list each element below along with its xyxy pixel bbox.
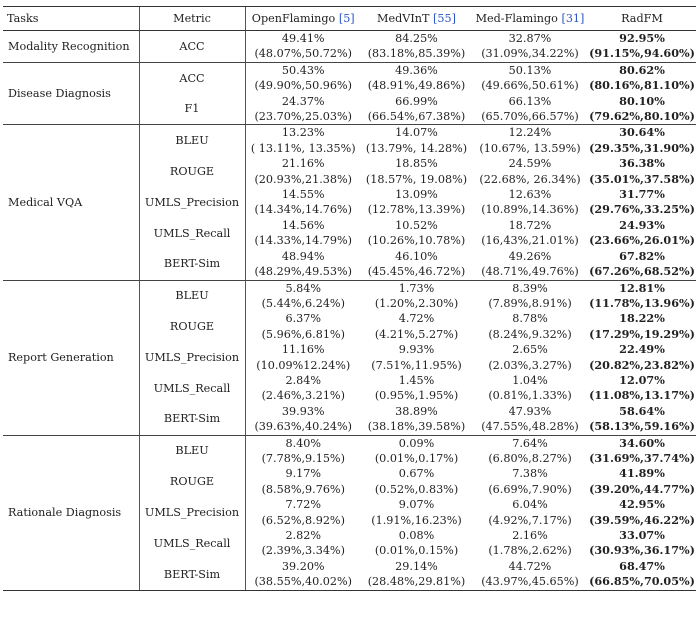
confidence-interval: (4.92%,7.17%) <box>488 513 572 527</box>
confidence-interval: (10.89%,14.36%) <box>481 203 579 217</box>
metric-value: 13.23% <box>281 126 325 140</box>
value-cell <box>245 187 361 218</box>
metric-name: ROUGE <box>139 156 245 187</box>
confidence-interval: (5.44%,6.24%) <box>261 296 345 310</box>
confidence-interval: (6.80%,8.27%) <box>488 451 572 465</box>
header-row <box>3 7 696 31</box>
table-row <box>3 435 696 466</box>
metric-value: 22.49% <box>619 342 665 357</box>
value-cell <box>361 528 472 559</box>
metric-value: 0.08% <box>398 529 435 542</box>
metric-value: 9.07% <box>398 498 435 512</box>
task-name: Report Generation <box>3 280 139 435</box>
metric-value: 0.67% <box>398 467 435 481</box>
task-name: Rationale Diagnosis <box>3 435 139 590</box>
metric-value: 18.72% <box>508 218 552 232</box>
value-cell <box>245 31 361 63</box>
metric-value: 80.10% <box>619 93 665 108</box>
metric-name: BERT-Sim <box>139 249 245 280</box>
model-citation: [5] <box>338 11 355 25</box>
value-cell <box>472 31 588 63</box>
metric-name: BLEU <box>139 125 245 156</box>
value-cell <box>472 404 588 435</box>
value-cell <box>245 497 361 528</box>
value-cell <box>472 311 588 342</box>
metric-name: BLEU <box>139 435 245 466</box>
metric-value: 68.47% <box>619 558 665 573</box>
confidence-interval: (39.59%,46.22%) <box>589 512 695 527</box>
best-value-cell <box>588 466 696 497</box>
metric-value: 0.09% <box>398 436 435 450</box>
metric-value: 38.89% <box>395 404 438 418</box>
metric-name: UMLS_Precision <box>139 497 245 528</box>
confidence-interval: (10.67%, 13.59%) <box>479 141 581 155</box>
metric-value: 1.45% <box>398 373 435 387</box>
metric-value: 5.84% <box>285 281 322 295</box>
value-cell <box>472 249 588 280</box>
value-cell <box>245 466 361 497</box>
value-cell <box>245 94 361 125</box>
metric-value: 7.72% <box>285 498 322 512</box>
best-value-cell <box>588 125 696 156</box>
metric-value: 66.99% <box>395 94 438 108</box>
metric-value: 2.82% <box>285 529 322 542</box>
value-cell <box>472 218 588 249</box>
value-cell <box>245 342 361 373</box>
metric-value: 49.36% <box>395 63 438 77</box>
value-cell <box>472 373 588 404</box>
metric-value: 2.65% <box>512 343 548 357</box>
metric-value: 49.41% <box>281 32 325 45</box>
metric-name: UMLS_Recall <box>139 528 245 559</box>
metric-value: 30.64% <box>619 125 665 140</box>
metric-value: 44.72% <box>508 559 552 573</box>
metric-name: UMLS_Recall <box>139 218 245 249</box>
confidence-interval: (45.45%,46.72%) <box>367 265 466 279</box>
value-cell <box>472 125 588 156</box>
confidence-interval: (14.34%,14.76%) <box>254 203 353 217</box>
value-cell <box>361 497 472 528</box>
metric-value: 31.77% <box>619 187 665 202</box>
metric-name: UMLS_Recall <box>139 373 245 404</box>
confidence-interval: (39.63%,40.24%) <box>254 420 353 434</box>
value-cell <box>245 125 361 156</box>
metric-value: 21.16% <box>281 157 325 171</box>
metric-value: 10.52% <box>395 218 438 232</box>
header-model-medvint <box>361 7 472 31</box>
confidence-interval: (80.16%,81.10%) <box>589 78 695 93</box>
best-value-cell <box>588 62 696 93</box>
metric-value: 11.16% <box>281 343 325 357</box>
confidence-interval: (47.55%,48.28%) <box>481 420 579 434</box>
metric-value: 6.04% <box>512 498 548 512</box>
metric-value: 6.37% <box>285 312 322 326</box>
confidence-interval: (12.78%,13.39%) <box>367 203 466 217</box>
confidence-interval: (0.52%,0.83%) <box>374 482 459 496</box>
confidence-interval: (29.35%,31.90%) <box>589 140 695 155</box>
value-cell <box>361 466 472 497</box>
confidence-interval: (20.82%,23.82%) <box>589 357 695 372</box>
confidence-interval: (49.66%,50.61%) <box>481 79 579 93</box>
metric-value: 33.07% <box>619 528 665 542</box>
header-metric: Metric <box>139 7 245 31</box>
value-cell <box>472 280 588 311</box>
value-cell <box>245 373 361 404</box>
header-tasks: Tasks <box>3 7 139 31</box>
metric-name: UMLS_Precision <box>139 342 245 373</box>
metric-value: 50.43% <box>281 63 325 77</box>
value-cell <box>472 435 588 466</box>
metric-value: 36.38% <box>619 156 665 171</box>
value-cell <box>361 280 472 311</box>
metric-value: 58.64% <box>619 403 665 418</box>
best-value-cell <box>588 311 696 342</box>
task-name: Modality Recognition <box>3 31 139 63</box>
value-cell <box>472 559 588 590</box>
metric-name: BLEU <box>139 280 245 311</box>
best-value-cell <box>588 373 696 404</box>
metric-value: 92.95% <box>619 31 665 45</box>
metric-value: 8.78% <box>512 312 548 326</box>
confidence-interval: (48.29%,49.53%) <box>254 265 353 279</box>
metric-value: 12.07% <box>619 372 665 387</box>
metric-value: 24.37% <box>281 94 325 108</box>
metric-value: 39.20% <box>281 559 325 573</box>
value-cell <box>472 342 588 373</box>
confidence-interval: (11.08%,13.17%) <box>589 388 695 403</box>
confidence-interval: (66.54%,67.38%) <box>367 110 466 124</box>
value-cell <box>245 528 361 559</box>
confidence-interval: (35.01%,37.58%) <box>589 171 695 186</box>
confidence-interval: (65.70%,66.57%) <box>481 110 579 124</box>
best-value-cell <box>588 342 696 373</box>
value-cell <box>361 311 472 342</box>
metric-value: 1.04% <box>512 373 548 387</box>
confidence-interval: (58.13%,59.16%) <box>589 419 695 434</box>
value-cell <box>472 187 588 218</box>
value-cell <box>472 94 588 125</box>
confidence-interval: (7.89%,8.91%) <box>488 296 572 310</box>
metric-value: 50.13% <box>508 63 552 77</box>
model-citation: [55] <box>433 11 456 25</box>
metric-name: BERT-Sim <box>139 404 245 435</box>
confidence-interval: (4.21%,5.27%) <box>374 327 459 341</box>
confidence-interval: (91.15%,94.60%) <box>589 46 695 61</box>
value-cell <box>472 528 588 559</box>
table-row <box>3 31 696 63</box>
metric-value: 49.26% <box>508 249 552 263</box>
confidence-interval: (48.07%,50.72%) <box>254 47 353 61</box>
confidence-interval: (10.09%12.24%) <box>256 358 351 372</box>
confidence-interval: (5.96%,6.81%) <box>261 327 345 341</box>
confidence-interval: (2.39%,3.34%) <box>261 544 345 558</box>
confidence-interval: (30.93%,36.17%) <box>589 543 695 558</box>
confidence-interval: (38.55%,40.02%) <box>254 575 353 589</box>
confidence-interval: (16,43%,21.01%) <box>481 234 579 248</box>
confidence-interval: (66.85%,70.05%) <box>589 574 695 589</box>
confidence-interval: (0.01%,0.15%) <box>374 544 459 558</box>
metric-value: 34.60% <box>619 435 665 450</box>
metric-value: 8.40% <box>285 436 322 450</box>
metric-value: 14.55% <box>281 188 325 202</box>
metric-value: 46.10% <box>395 249 438 263</box>
metric-value: 4.72% <box>398 312 435 326</box>
metric-value: 12.24% <box>508 126 552 140</box>
confidence-interval: (1.20%,2.30%) <box>374 296 459 310</box>
metric-value: 42.95% <box>619 497 665 512</box>
metric-value: 8.39% <box>512 281 548 295</box>
value-cell <box>361 156 472 187</box>
metric-value: 47.93% <box>508 404 552 418</box>
value-cell <box>245 435 361 466</box>
model-name: MedVInT <box>377 11 430 25</box>
metric-value: 39.93% <box>281 404 325 418</box>
confidence-interval: (1.78%,2.62%) <box>488 544 572 558</box>
value-cell <box>245 218 361 249</box>
metric-value: 2.16% <box>512 529 548 542</box>
task-name: Medical VQA <box>3 125 139 280</box>
best-value-cell <box>588 435 696 466</box>
confidence-interval: (48.91%,49.86%) <box>367 79 466 93</box>
best-value-cell <box>588 528 696 559</box>
value-cell <box>472 466 588 497</box>
confidence-interval: (0.95%,1.95%) <box>374 389 459 403</box>
metric-value: 14.07% <box>395 126 438 140</box>
metric-value: 84.25% <box>395 32 438 45</box>
metric-name: ROUGE <box>139 466 245 497</box>
metric-name: UMLS_Precision <box>139 187 245 218</box>
confidence-interval: (28.48%,29.81%) <box>367 575 466 589</box>
metric-name: F1 <box>139 94 245 125</box>
task-name: Disease Diagnosis <box>3 62 139 125</box>
confidence-interval: (2.03%,3.27%) <box>488 358 572 372</box>
confidence-interval: (6.52%,8.92%) <box>261 513 345 527</box>
metric-value: 41.89% <box>619 466 665 481</box>
best-value-cell <box>588 497 696 528</box>
metric-value: 24.93% <box>619 217 665 232</box>
metric-value: 66.13% <box>508 94 552 108</box>
confidence-interval: (31.69%,37.74%) <box>589 450 695 465</box>
metric-value: 12.63% <box>508 188 552 202</box>
confidence-interval: (0.81%,1.33%) <box>488 389 572 403</box>
value-cell <box>472 497 588 528</box>
value-cell <box>245 249 361 280</box>
metric-value: 67.82% <box>619 248 665 263</box>
confidence-interval: (39.20%,44.77%) <box>589 481 695 496</box>
model-name: OpenFlamingo <box>251 11 336 25</box>
confidence-interval: (67.26%,68.52%) <box>589 264 695 279</box>
best-value-cell <box>588 249 696 280</box>
best-value-cell <box>588 559 696 590</box>
value-cell <box>245 311 361 342</box>
best-value-cell <box>588 94 696 125</box>
metric-name: ACC <box>139 62 245 93</box>
metric-value: 24.59% <box>508 157 552 171</box>
table-row <box>3 280 696 311</box>
confidence-interval: (48.71%,49.76%) <box>481 265 579 279</box>
confidence-interval: (49.90%,50.96%) <box>254 79 353 93</box>
metric-name: ROUGE <box>139 311 245 342</box>
value-cell <box>361 559 472 590</box>
metric-value: 18.85% <box>395 157 438 171</box>
value-cell <box>361 404 472 435</box>
confidence-interval: (22.68%, 26.34%) <box>479 172 581 186</box>
value-cell <box>361 249 472 280</box>
header-model-openflamingo <box>245 7 361 31</box>
value-cell <box>361 342 472 373</box>
metric-value: 80.62% <box>619 62 665 77</box>
best-value-cell <box>588 280 696 311</box>
value-cell <box>361 31 472 63</box>
confidence-interval: (20.93%,21.38%) <box>254 172 353 186</box>
metric-value: 29.14% <box>395 559 438 573</box>
metric-name: BERT-Sim <box>139 559 245 590</box>
value-cell <box>361 435 472 466</box>
confidence-interval: (7.78%,9.15%) <box>261 451 345 465</box>
best-value-cell <box>588 31 696 63</box>
best-value-cell <box>588 156 696 187</box>
metric-value: 9.93% <box>398 343 435 357</box>
metric-name: ACC <box>139 31 245 63</box>
confidence-interval: (79.62%,80.10%) <box>589 109 695 124</box>
value-cell <box>245 156 361 187</box>
metric-value: 48.94% <box>281 249 325 263</box>
results-table <box>3 6 696 591</box>
confidence-interval: (18.57%, 19.08%) <box>365 172 468 186</box>
header-model-medflamingo <box>472 7 588 31</box>
confidence-interval: (29.76%,33.25%) <box>589 202 695 217</box>
value-cell <box>361 218 472 249</box>
table-row <box>3 62 696 93</box>
confidence-interval: (13.79%, 14.28%) <box>365 141 468 155</box>
value-cell <box>361 373 472 404</box>
model-name: RadFM <box>621 11 663 25</box>
metric-value: 2.84% <box>285 373 322 387</box>
value-cell <box>245 62 361 93</box>
table-row <box>3 125 696 156</box>
confidence-interval: (23.70%,25.03%) <box>254 110 353 124</box>
confidence-interval: (7.51%,11.95%) <box>371 358 462 372</box>
value-cell <box>472 156 588 187</box>
confidence-interval: (83.18%,85.39%) <box>367 47 466 61</box>
confidence-interval: (1.91%,16.23%) <box>371 513 462 527</box>
confidence-interval: (10.26%,10.78%) <box>367 234 466 248</box>
value-cell <box>361 62 472 93</box>
confidence-interval: (2.46%,3.21%) <box>261 389 345 403</box>
confidence-interval: (0.01%,0.17%) <box>374 451 459 465</box>
confidence-interval: (17.29%,19.29%) <box>589 326 695 341</box>
confidence-interval: (6.69%,7.90%) <box>488 482 572 496</box>
value-cell <box>361 187 472 218</box>
confidence-interval: (8.58%,9.76%) <box>261 482 345 496</box>
metric-value: 9.17% <box>285 467 322 481</box>
metric-value: 7.38% <box>512 467 548 481</box>
confidence-interval: (23.66%,26.01%) <box>589 233 695 248</box>
confidence-interval: (38.18%,39.58%) <box>367 420 466 434</box>
best-value-cell <box>588 187 696 218</box>
best-value-cell <box>588 404 696 435</box>
model-name: Med-Flamingo <box>475 11 558 25</box>
confidence-interval: (8.24%,9.32%) <box>488 327 572 341</box>
value-cell <box>245 559 361 590</box>
value-cell <box>472 62 588 93</box>
confidence-interval: (43.97%,45.65%) <box>481 575 579 589</box>
value-cell <box>361 94 472 125</box>
value-cell <box>361 125 472 156</box>
metric-value: 18.22% <box>619 311 665 326</box>
metric-value: 7.64% <box>512 436 548 450</box>
confidence-interval: ( 13.11%, 13.35%) <box>250 141 356 155</box>
metric-value: 1.73% <box>398 281 435 295</box>
metric-value: 14.56% <box>281 218 325 232</box>
model-citation: [31] <box>561 11 585 25</box>
best-value-cell <box>588 218 696 249</box>
confidence-interval: (14.33%,14.79%) <box>254 234 353 248</box>
metric-value: 32.87% <box>508 32 552 45</box>
confidence-interval: (11.78%,13.96%) <box>589 295 695 310</box>
value-cell <box>245 404 361 435</box>
metric-value: 13.09% <box>395 188 438 202</box>
value-cell <box>245 280 361 311</box>
header-model-radfm <box>588 7 696 31</box>
confidence-interval: (31.09%,34.22%) <box>481 47 579 61</box>
table-body <box>3 31 696 591</box>
metric-value: 12.81% <box>619 280 665 295</box>
